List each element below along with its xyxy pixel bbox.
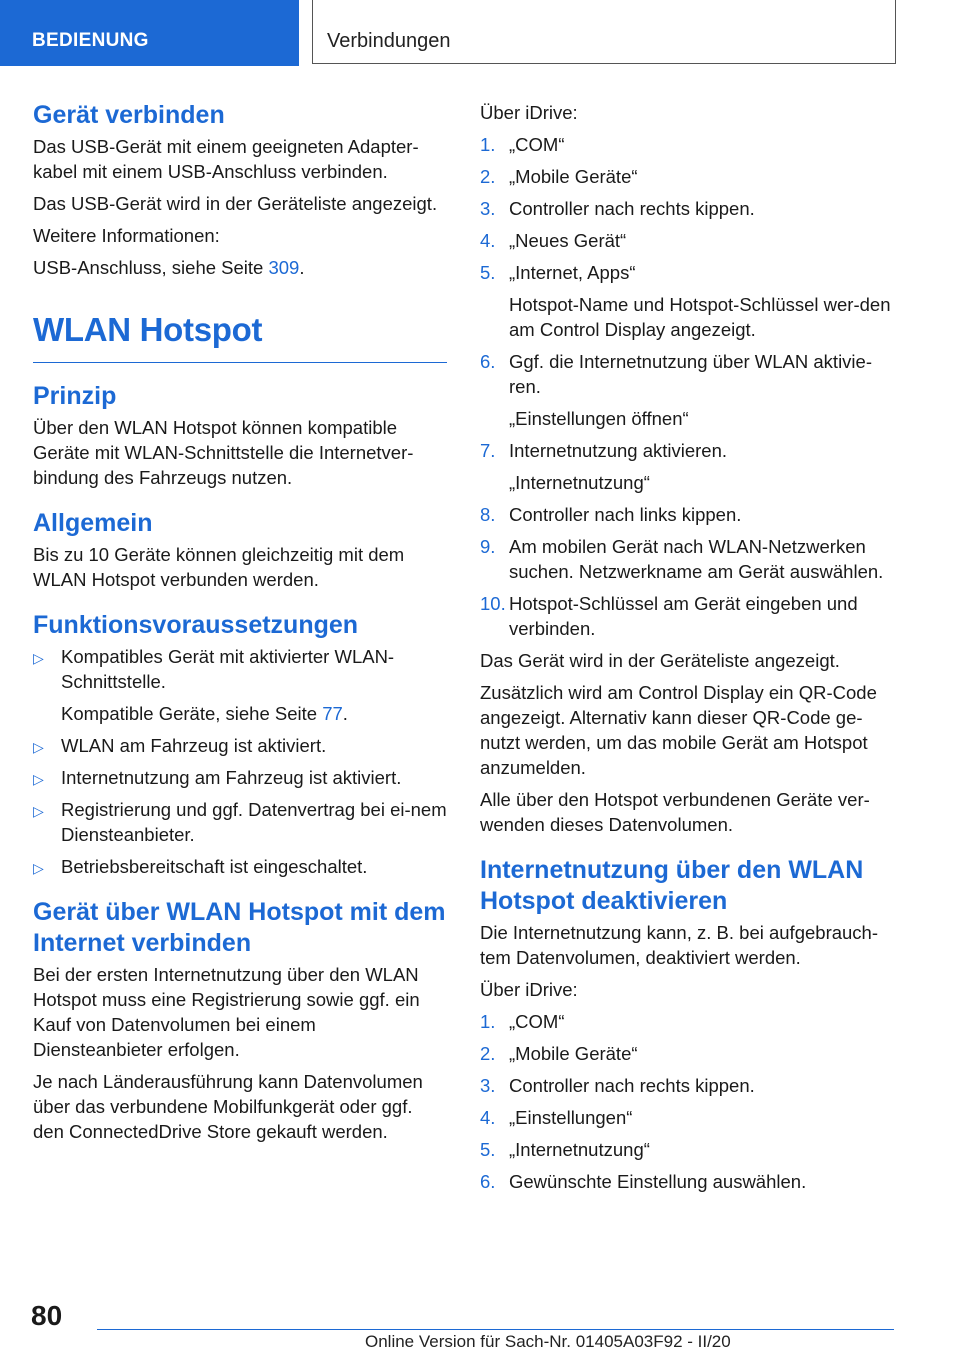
step-number: 6. (480, 351, 496, 372)
step-text: Controller nach rechts kippen. (509, 1075, 755, 1096)
chapter-heading-block (33, 310, 447, 363)
list-item (33, 644, 447, 726)
step-text: „Internetnutzung“ (509, 1139, 650, 1160)
step-item (480, 591, 900, 641)
step-item (480, 260, 900, 342)
paragraph: Bis zu 10 Geräte können gleichzeitig mit dem WLAN Hotspot verbunden werden. (33, 544, 405, 590)
steps-list-connect (480, 132, 900, 641)
heading-deactivate-internet: Internetnutzung über den WLAN Hotspot deaktivieren (480, 856, 864, 915)
step-text: Internetnutzung aktivieren. (509, 440, 728, 461)
step-text: „Internet, Apps“ (509, 262, 636, 283)
step-number: 4. (480, 230, 496, 251)
paragraph: Bei der ersten Internetnutzung über den WLAN Hotspot muss eine Registrierung sowie ggf. ein Kauf von Datenvolumen bei einem Diensteanbieter erfolgen. (33, 964, 420, 1060)
list-item-text: Registrierung und ggf. Datenvertrag bei ei-nem Diensteanbieter. (61, 799, 447, 845)
reference-text: Kompatible Geräte, siehe Seite (61, 703, 323, 724)
step-text: Am mobilen Gerät nach WLAN-Netzwerken suchen. Netzwerkname am Gerät auswählen. (509, 536, 884, 582)
step-text: „Mobile Geräte“ (509, 166, 638, 187)
list-item (33, 733, 447, 758)
triangle-bullet-icon: ▷ (33, 771, 44, 787)
step-number: 5. (480, 1139, 496, 1160)
step-note: Hotspot-Name und Hotspot-Schlüssel wer-den am Control Display angezeigt. (509, 294, 891, 340)
paragraph: Zusätzlich wird am Control Display ein QR-Code angezeigt. Alternativ kann dieser QR-Code ge-nutzt werden, um das mobile Gerät am Hotspot anzumelden. (480, 682, 877, 778)
step-note: „Einstellungen öffnen“ (509, 408, 689, 429)
step-number: 8. (480, 504, 496, 525)
page-number: 80 (31, 1300, 63, 1331)
right-column (480, 100, 900, 1201)
list-item (33, 854, 447, 879)
step-item (480, 164, 900, 189)
step-text: Hotspot-Schlüssel am Gerät eingeben und verbinden. (509, 593, 858, 639)
step-item (480, 534, 900, 584)
chapter-title: Verbindungen (312, 0, 896, 64)
step-number: 9. (480, 536, 496, 557)
step-text: Ggf. die Internetnutzung über WLAN aktivie-ren. (509, 351, 872, 397)
step-number: 2. (480, 1043, 496, 1064)
step-number: 7. (480, 440, 496, 461)
step-number: 6. (480, 1171, 496, 1192)
step-number: 5. (480, 262, 496, 283)
step-note: „Internetnutzung“ (509, 472, 650, 493)
step-item (480, 438, 900, 495)
step-number: 1. (480, 1011, 496, 1032)
step-item (480, 1169, 900, 1194)
step-item (480, 1105, 900, 1130)
list-item (33, 797, 447, 847)
heading-funktionsvoraussetzungen: Funktionsvoraussetzungen (33, 611, 359, 639)
step-text: „COM“ (509, 134, 565, 155)
paragraph: Weitere Informationen: (33, 225, 220, 246)
step-text: Controller nach links kippen. (509, 504, 742, 525)
step-text: „Neues Gerät“ (509, 230, 627, 251)
list-item-text: Internetnutzung am Fahrzeug ist aktiviert. (61, 767, 402, 788)
step-number: 4. (480, 1107, 496, 1128)
heading-connect-device: Gerät verbinden (33, 101, 225, 129)
step-item (480, 196, 900, 221)
step-text: „Mobile Geräte“ (509, 1043, 638, 1064)
paragraph: Über den WLAN Hotspot können kompatible Geräte mit WLAN-Schnittstelle die Internetver-bindung des Fahrzeugs nutzen. (33, 417, 414, 488)
step-text: „COM“ (509, 1011, 565, 1032)
step-item (480, 1073, 900, 1098)
idrive-intro: Über iDrive: (480, 979, 578, 1000)
triangle-bullet-icon: ▷ (33, 650, 44, 666)
paragraph: Je nach Länderausführung kann Datenvolumen über das verbundene Mobilfunkgerät oder ggf. den ConnectedDrive Store gekauft werden. (33, 1071, 423, 1142)
page-header (0, 0, 960, 66)
section-tab: BEDIENUNG (0, 0, 299, 66)
heading-prinzip: Prinzip (33, 382, 117, 410)
step-item (480, 349, 900, 431)
step-item (480, 1009, 900, 1034)
punctuation: . (299, 257, 305, 278)
step-number: 3. (480, 198, 496, 219)
paragraph: Alle über den Hotspot verbundenen Geräte ver-wenden dieses Datenvolumen. (480, 789, 870, 835)
step-item (480, 132, 900, 157)
step-number: 3. (480, 1075, 496, 1096)
paragraph: Das USB-Gerät mit einem geeigneten Adapter-kabel mit einem USB-Anschluss verbinden. (33, 136, 419, 182)
heading-connect-internet: Gerät über WLAN Hotspot mit dem Internet verbinden (33, 898, 446, 957)
heading-allgemein: Allgemein (33, 509, 153, 537)
step-item (480, 502, 900, 527)
list-item (33, 765, 447, 790)
step-text: Controller nach rechts kippen. (509, 198, 755, 219)
paragraph: Die Internetnutzung kann, z. B. bei aufgebrauch-tem Datenvolumen, deaktiviert werden. (480, 922, 879, 968)
triangle-bullet-icon: ▷ (33, 739, 44, 755)
triangle-bullet-icon: ▷ (33, 803, 44, 819)
step-item (480, 1137, 900, 1162)
step-item (480, 1041, 900, 1066)
idrive-intro: Über iDrive: (480, 102, 578, 123)
paragraph: Das Gerät wird in der Geräteliste angezeigt. (480, 650, 840, 671)
triangle-bullet-icon: ▷ (33, 860, 44, 876)
punctuation: . (342, 703, 348, 724)
left-column (33, 100, 447, 1151)
paragraph: Das USB-Gerät wird in der Geräteliste angezeigt. (33, 193, 438, 214)
paragraph-usb-reference (33, 255, 447, 280)
heading-wlan-hotspot: WLAN Hotspot (33, 311, 263, 348)
step-item (480, 228, 900, 253)
step-number: 2. (480, 166, 496, 187)
step-text: Gewünschte Einstellung auswählen. (509, 1171, 807, 1192)
step-number: 1. (480, 134, 496, 155)
page-link-309[interactable]: 309 (268, 257, 300, 278)
list-item-note (61, 701, 447, 726)
requirements-list (33, 644, 447, 879)
reference-text: USB-Anschluss, siehe Seite (33, 257, 269, 278)
footer-version-text: Online Version für Sach-Nr. 01405A03F92 - II/20 (365, 1332, 731, 1351)
list-item-text: WLAN am Fahrzeug ist aktiviert. (61, 735, 327, 756)
list-item-text: Kompatibles Gerät mit aktivierter WLAN-Schnittstelle. (61, 646, 395, 692)
page-link-77[interactable]: 77 (322, 703, 343, 724)
step-number: 10. (480, 593, 506, 614)
list-item-text: Betriebsbereitschaft ist eingeschaltet. (61, 856, 368, 877)
footer-divider (97, 1329, 894, 1330)
step-text: „Einstellungen“ (509, 1107, 633, 1128)
steps-list-deactivate (480, 1009, 900, 1194)
